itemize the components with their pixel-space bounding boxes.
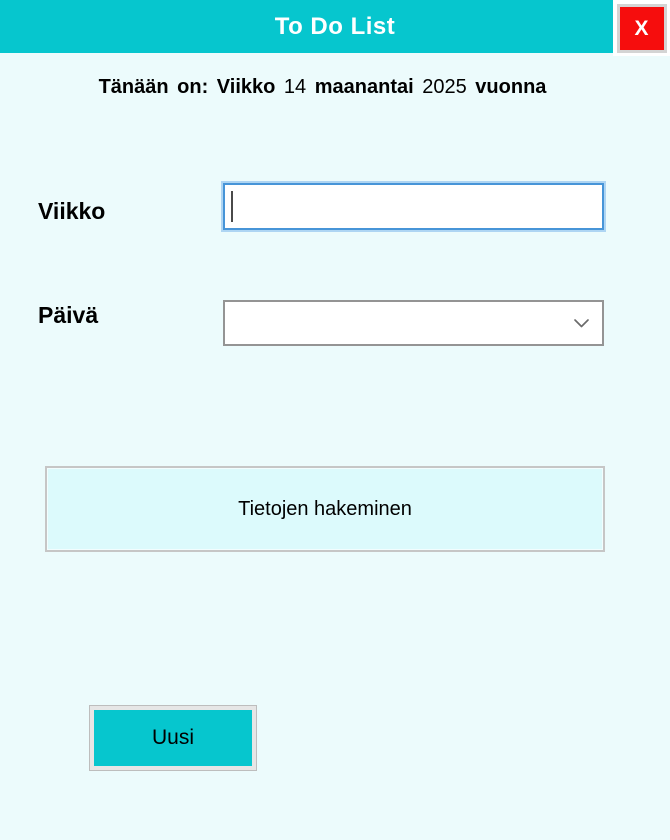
fetch-data-button[interactable]: Tietojen hakeminen (45, 466, 605, 552)
new-button[interactable]: Uusi (89, 705, 257, 771)
close-button-area (613, 0, 670, 56)
week-input[interactable] (223, 183, 604, 230)
suffix-text: vuonna (475, 76, 547, 98)
window-title: To Do List (274, 13, 396, 40)
week-label: Viikko (38, 198, 106, 224)
close-icon: X (634, 16, 649, 40)
chevron-down-icon (573, 318, 590, 329)
day-label: Päivä (38, 302, 99, 328)
close-button[interactable] (617, 4, 667, 53)
text-caret (231, 191, 233, 222)
week-number-text: 14 (283, 76, 307, 98)
week-input-wrapper (223, 183, 604, 230)
year-text: 2025 (422, 76, 467, 98)
today-prefix-text: Tänään on: Viikko (98, 76, 276, 98)
title-bar (0, 0, 670, 53)
day-select[interactable] (223, 300, 604, 346)
weekday-text: maanantai (314, 76, 414, 98)
today-status-label (0, 76, 645, 99)
